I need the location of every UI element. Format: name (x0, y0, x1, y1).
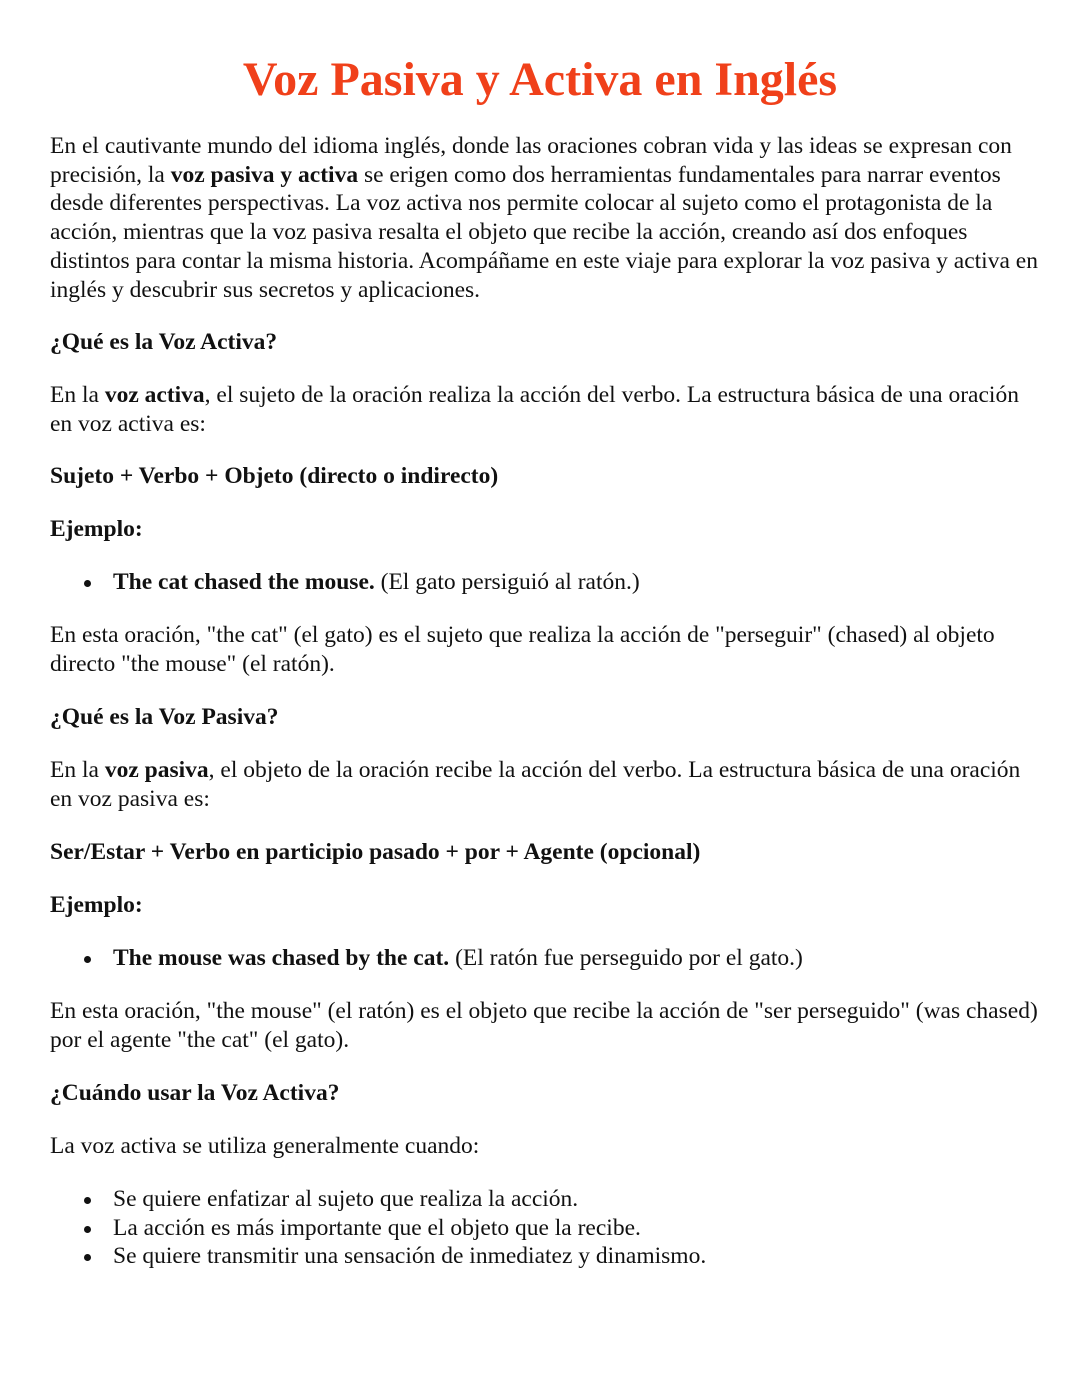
passive-def-text-1: En la (50, 757, 105, 783)
heading-passive: ¿Qué es la Voz Pasiva? (50, 704, 279, 730)
list-item-text: Se quiere enfatizar al sujeto que realiza la acción. (113, 1186, 579, 1212)
intro-paragraph (50, 132, 1040, 304)
bullet-icon (84, 1226, 91, 1233)
bullet-icon (84, 1197, 91, 1204)
active-definition (50, 381, 1040, 438)
active-def-bold: voz activa (104, 382, 205, 408)
list-item (50, 1214, 706, 1243)
list-item (50, 1242, 706, 1271)
active-def-text-1: En la (50, 382, 105, 408)
passive-example-rest: (El ratón fue perseguido por el gato.) (449, 945, 803, 971)
passive-explanation: En esta oración, "the mouse" (el ratón) es el objeto que recibe la acción de "ser perseguido" (was chased) por el agente "the cat" (el gato). (50, 998, 1038, 1053)
list-item-text: La acción es más importante que el objeto que la recibe. (113, 1214, 641, 1241)
passive-example-list (50, 944, 803, 973)
passive-structure: Ser/Estar + Verbo en participio pasado + por + Agente (opcional) (50, 839, 701, 865)
active-explanation: En esta oración, "the cat" (el gato) es el sujeto que realiza la acción de "perseguir" (chased) al objeto directo "the mouse" (el ratón). (50, 622, 995, 677)
list-item (50, 568, 640, 597)
bullet-icon (84, 956, 91, 963)
passive-example-label: Ejemplo: (50, 892, 143, 918)
intro-text-2: se erigen como dos herramientas fundamentales para narrar eventos desde diferentes perspectivas. La voz activa nos permite colocar al sujeto como el protagonista de la acción, mientras que la voz pasiva resalta el objeto que recibe la acción, creando así dos enfoques distintos para contar la misma historia. Acompáñame en este viaje para explorar la voz pasiva y activa en inglés y descubrir sus secretos y aplicaciones. (50, 161, 1038, 303)
passive-def-text-2: , el objeto de la oración recibe la acción del verbo. La estructura básica de una oración en voz pasiva es: (50, 757, 1021, 812)
active-def-text-2: , el sujeto de la oración realiza la acción del verbo. La estructura básica de una oración en voz activa es: (50, 382, 1019, 437)
list-item (50, 1185, 706, 1214)
when-active-list (50, 1185, 706, 1271)
when-active-intro: La voz activa se utiliza generalmente cuando: (50, 1133, 480, 1159)
bullet-icon (84, 1254, 91, 1261)
list-item (50, 944, 803, 973)
passive-def-bold: voz pasiva (104, 757, 209, 783)
active-example-rest: (El gato persiguió al ratón.) (374, 569, 640, 595)
intro-text-1: En el cautivante mundo del idioma inglés, donde las oraciones cobran vida y las ideas se expresan con precisión, la (50, 133, 1012, 188)
passive-example-bold: The mouse was chased by the cat. (113, 945, 450, 971)
bullet-icon (84, 580, 91, 587)
active-structure: Sujeto + Verbo + Objeto (directo o indirecto) (50, 463, 499, 489)
active-example-bold: The cat chased the mouse. (113, 569, 375, 595)
active-example-list (50, 568, 640, 597)
heading-active: ¿Qué es la Voz Activa? (50, 329, 278, 355)
heading-when-active: ¿Cuándo usar la Voz Activa? (50, 1080, 340, 1106)
list-item-text: Se quiere transmitir una sensación de inmediatez y dinamismo. (113, 1243, 707, 1270)
intro-bold: voz pasiva y activa (170, 161, 359, 188)
passive-definition (50, 756, 1040, 813)
active-example-label: Ejemplo: (50, 516, 143, 542)
page-title: Voz Pasiva y Activa en Inglés (242, 53, 838, 106)
